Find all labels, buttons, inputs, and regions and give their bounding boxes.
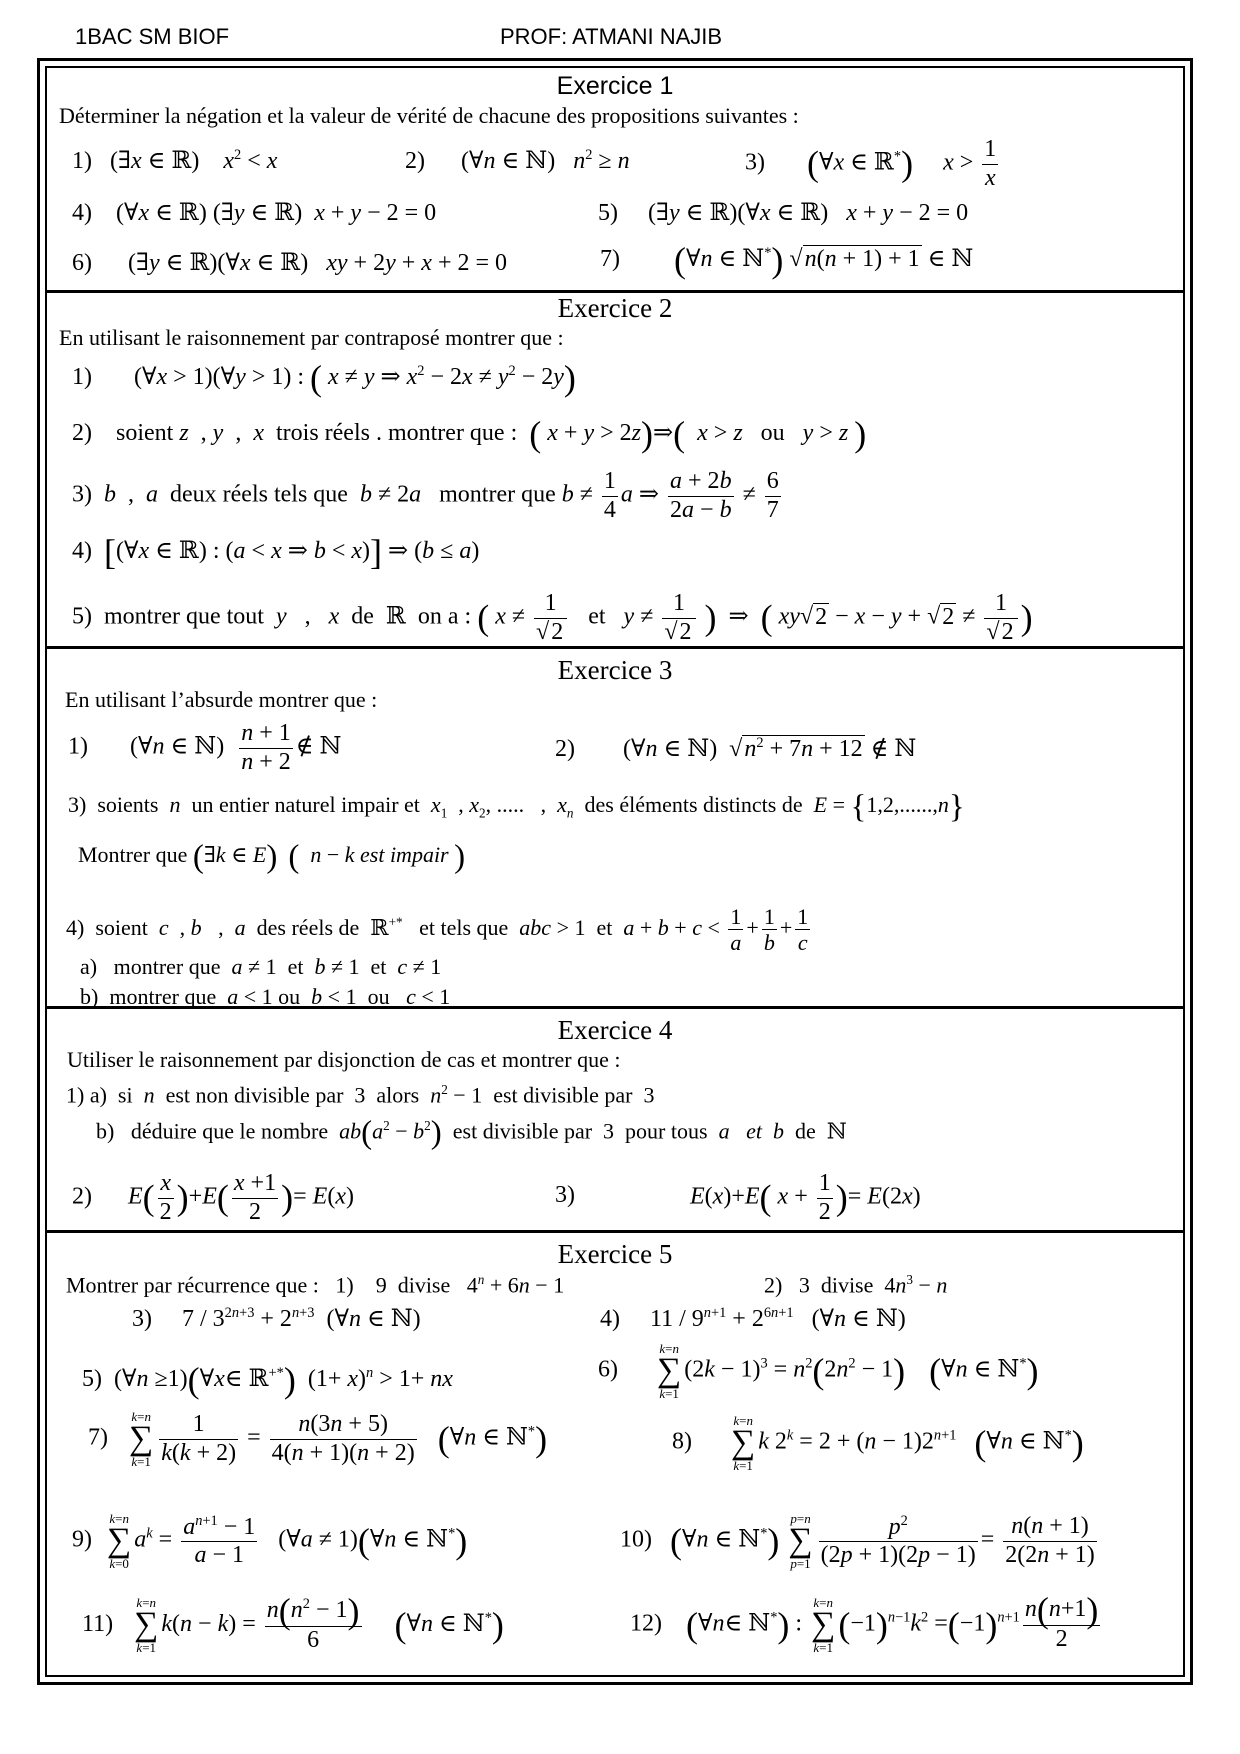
ex4-item-2: 2) E( $\frac{x}{2}$ )+E( $\frac{x +1}{2}$ )= E(x) [72, 1170, 354, 1225]
ex1-intro: Déterminer la négation et la valeur de vérité de chacune des propositions suivantes : [59, 103, 799, 128]
ex1-item-5: 5) (∃y ∈ ℝ)(∀x ∈ ℝ) x + y − 2 = 0 [598, 200, 969, 226]
ex1-item-3: 3) (∀x ∈ ℝ*) x > $\frac{1}{x}$ [745, 136, 997, 191]
ex4-intro: Utiliser le raisonnement par disjonction de cas et montrer que : [67, 1047, 621, 1072]
ex5-intro-line: Montrer par récurrence que : 1) 9 divise $4^n + 6n - 1$ [66, 1272, 565, 1298]
ex1-item-7: 7) (∀n ∈ ℕ*) √n(n + 1) + 1 ∈ ℕ [600, 240, 974, 281]
ex3-intro: En utilisant l’absurde montrer que : [65, 687, 378, 712]
ex1-item-4: 4) (∀x ∈ ℝ) (∃y ∈ ℝ) x + y − 2 = 0 [72, 200, 437, 226]
ex5-item-7: 7) k=n ∑ k=1 $\frac{1}{k(k + 2)}$ = $\frac{n(3n + 5)}{4(n + 1)(n + 2)}$ (∀n ∈ ℕ*) [88, 1409, 548, 1470]
ex5-item-9: 9) k=n ∑ $k=0a^k$ = $\frac{a^{n+1} - 1}{a - 1}$ (∀a ≠ 1)(∀n ∈ ℕ*) [72, 1511, 468, 1572]
ex1-item-2: 2) (∀n ∈ ℕ) $n^2 \ge n$ [405, 147, 630, 174]
ex5-item-10: 10) (∀n ∈ ℕ*) p=n ∑ p=1 $\frac{p^2}{(2p + 1)(2p - 1)}$ = $\frac{n(n + 1)}{2(2n + 1)}$ [620, 1511, 1095, 1572]
ex3-item-3: 3) soients n un entier naturel impair et $x_1$ , $x_2$, ..... , $x_n$ des éléments distincts de E = {1,2,......,n} [68, 788, 965, 825]
ex5-item-6: 6) k=n ∑ $k=1(2k - 1)^3 = n^2(2n^2 - 1)$ (∀n ∈ ℕ*) [598, 1341, 1039, 1402]
ex5-item-8: 8) k=n ∑ k=1k $2^k = 2 + (n - 1)2^{n+1}$ (∀n ∈ ℕ*) [672, 1413, 1084, 1474]
ex5-item-12: 12) (∀n∈ ℕ*) : k=n ∑ $k=1(-1)^{n-1}k^2 =(-1)^{n+1}$ $\frac{n(n+1)}{2}$ [630, 1590, 1099, 1656]
ex5-title: Exercice 5 [557, 1239, 673, 1269]
ex4-item-3-expr: E(x)+E( x + $\frac{1}{2}$ )= E(2x) [690, 1170, 921, 1225]
header-teacher-label: PROF: ATMANI NAJIB [500, 24, 723, 49]
exercise-5 [47, 1238, 1183, 1270]
ex3-item-1: 1) (∀n ∈ ℕ) $\frac{n + 1}{n + 2}$ ∉ ℕ [68, 720, 342, 775]
ex2-title: Exercice 2 [557, 293, 673, 323]
ex4-title: Exercice 4 [557, 1015, 673, 1045]
ex2-intro: En utilisant le raisonnement par contraposé montrer que : [59, 325, 564, 350]
ex5-item-2: 2) 3 divise $4n^3 - n$ [764, 1272, 948, 1298]
ex2-item-5: 5) montrer que tout y , x de ℝ on a : ( x ≠ $\frac{1}{√2}$ et y ≠ $\frac{1}{√2}$ ) ⇒ ( xy√2 − x − y + √2 ≠ $\frac{1}{√2}$ ) [72, 590, 1033, 645]
header-class-label: 1BAC SM BIOF [75, 24, 230, 49]
ex2-item-4: 4) [(∀x ∈ ℝ) : (a < x ⇒ b < x)] ⇒ (b ≤ a) [72, 532, 480, 573]
exercise-3 [47, 654, 1183, 714]
ex5-item-4: 4) $11 / 9^{n+1} + 2^{6n+1}$ (∀n ∈ ℕ) [600, 1305, 906, 1332]
separator-ex2-ex3 [45, 646, 1185, 649]
ex3-item-2: 2) (∀n ∈ ℕ) $√n^2 + 7n + 12$ ∉ ℕ [555, 735, 917, 762]
ex5-item-3: 3) $7 / 3^{2n+3} + 2^{n+3}$ (∀n ∈ ℕ) [132, 1305, 421, 1332]
ex3-item-4a: a) montrer que a ≠ 1 et b ≠ 1 et c ≠ 1 [80, 954, 442, 979]
ex2-item-1: 1) (∀x > 1)(∀y > 1) : ( x ≠ y ⇒ $x^2 - 2x \ne y^2 - 2y$) [72, 358, 576, 399]
ex3-item-4: 4) soient c , b , a des réels de ℝ+* et tels que abc > 1 et a + b + c < $\frac{1}{a}$ + $\frac{1}{b}$ + $\frac{1}{c}$ [66, 904, 809, 956]
exercise-1 [47, 70, 1183, 130]
ex4-item-1a: 1) a) si n est non divisible par 3 alors $n^2 - 1$ est divisible par 3 [66, 1082, 655, 1108]
ex3-item-4b: b) montrer que a < 1 ou b < 1 ou c < 1 [80, 984, 451, 1009]
ex5-item-11: 11) k=n ∑ k=1k(n − k) = $\frac{n(n^2 - 1)}{6}$ (∀n ∈ ℕ*) [82, 1591, 504, 1656]
ex4-item-1b: b) déduire que le nombre $ab(a^2 - b^2)$ est divisible par 3 pour tous a et b de ℕ [96, 1115, 847, 1152]
ex1-title: Exercice 1 [556, 72, 674, 100]
ex1-item-6: 6) (∃y ∈ ℝ)(∀x ∈ ℝ) xy + 2y + x + 2 = 0 [72, 250, 508, 276]
ex3-item-3-conclusion: Montrer que (∃k ∈ E) ( n − k est impair ) [78, 838, 466, 875]
ex2-item-2: 2) soient z , y , x trois réels . montrer que : ( x + y > 2z)⇒( x > z ou y > z ) [72, 414, 867, 455]
exercise-2 [47, 292, 1183, 352]
ex5-item-5: 5) (∀n ≥1)(∀x∈ ℝ+*) $(1+ x)^n > 1+$ nx [82, 1360, 453, 1401]
ex2-item-3: 3) b , a deux réels tels que b ≠ 2a montrer que b ≠ $\frac{1}{4}$ a ⇒ $\frac{a + 2b}{2a - b}$ ≠ $\frac{6}{7}$ [72, 468, 779, 523]
ex4-item-3: 3) [555, 1182, 575, 1208]
exercise-4 [47, 1014, 1183, 1074]
ex3-title: Exercice 3 [557, 655, 673, 685]
separator-ex4-ex5 [45, 1230, 1185, 1233]
ex1-item-1: 1) (∃x ∈ ℝ) $x^2 < x$ [72, 147, 278, 174]
